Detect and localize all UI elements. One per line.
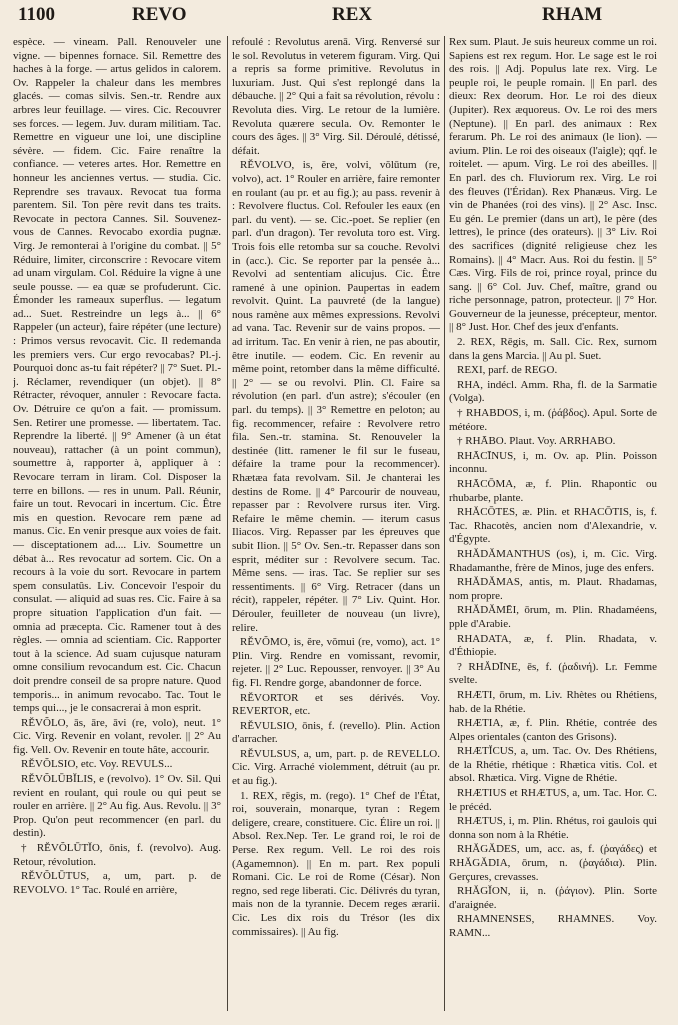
dictionary-entry: RHADATA, æ, f. Plin. Rhadata, v. d'Éthiopie. — [449, 632, 657, 659]
entry-text: refoulé : Revolutus arenā. Virg. Renversé sur le sol. Revolutus in veterem figuram. Virg. Qui a repris sa forme primitive. Revolutus in luxuriam. Just. Qui s'est replongé dans la débauche. || 2° Qui a fait sa révolution, révolu : Revoluta dies. Virg. Le retour de la lumière. Revoluta quærere secula. Ov. Remonter le cours des âges. || 3° Virg. Sil. Déroulé, détissé, défait. — [232, 36, 440, 157]
dictionary-entry: RĔVŎMO, is, ĕre, vŏmui (re, vomo), act. 1° Plin. Virg. Rendre en vomissant, revomir, rejeter. || 2° Luc. Repousser, renvoyer. || 3° Au fig. Fl. Rendre gorge, abandonner de force. — [232, 636, 440, 689]
dictionary-entry: RHÆTIA, æ, f. Plin. Rhétie, contrée des Alpes orientales (canton des Grisons). — [449, 717, 657, 743]
dictionary-entry: RĔVORTOR et ses dérivés. Voy. REVERTOR, etc. — [232, 691, 440, 718]
dictionary-entry: RĔVŎLO, ās, āre, āvi (re, volo), neut. 1° Cic. Virg. Revenir en volant, revoler. || 2° Au fig. Vell. Ov. Revenir en toute hâte, accourir. — [13, 716, 221, 756]
dictionary-entry: † RHĀBO. Plaut. Voy. ARRHABO. — [457, 435, 616, 448]
dictionary-entry: RHAMNENSES, RHAMNES. Voy. RAMN... — [449, 913, 657, 939]
dictionary-entry: RĔVULSIO, ōnis, f. (revello). Plin. Action d'arracher. — [232, 719, 440, 746]
dictionary-entry: RĔVŎLŪBĬLIS, e (revolvo). 1° Ov. Sil. Qui revient en roulant, qui roule ou qui peut se rouler en arrière. || 2° Au fig. Aus. Revolu. || 3° Prop. Qu'on peut recommencer (en parl. du destin). — [13, 773, 221, 840]
dictionary-entry: RHÆTI, ōrum, m. Liv. Rhètes ou Rhétiens, hab. de la Rhétie. — [449, 688, 657, 715]
column-2 — [232, 36, 440, 1011]
page-header — [14, 4, 664, 30]
left-guide-word: REVO — [132, 4, 187, 25]
dictionary-entry: RĔVŎLŪTUS, a, um, part. p. de REVOLVO. 1° Tac. Roulé en arrière, — [13, 870, 221, 896]
dictionary-entry: 2. REX, Rēgis, m. Sall. Cic. Rex, surnom dans la gens Marcia. || Au pl. Suet. — [449, 336, 657, 362]
dictionary-entry: RĔVOLVO, is, ĕre, volvi, vŏlūtum (re, volvo), act. 1° Rouler en arrière, faire remonter en roulant (au pr. et au fig.); au pass. revenir à : Revolvere fluctus. Col. Refouler les eaux (en parl. du vent). — se. Cic.-poet. Se replier (en parl. d'un dragon). Ter revoluta toro est. Virg. Trois fois elle retomba sur sa couche. Revolvi in (acc.). Cic. Se reporter par la pensée à... Revolvi ad sententiam alicujus. Cic. Être ramené à une opinion. Paupertas in eadem revolvit. Quint. La pauvreté (de la langue) nous ramène aux mêmes expressions. Revolvi ad vana. Tac. Revenir sur de vains propos. — ad irritum. Tac. En venir à rien, ne pas aboutir, être inutile. — eodem. Cic. En revenir au même point, retomber dans la même difficulté. || 2° — se ou revolvi. Plin. Cl. Faire sa révolution (en parl. d'un astre); s'écouler (en parl. du temps). || 3° Remettre en peloton; au fig. recommencer, refaire : Revolvere retro fila. Sen.-tr. stamina. St. Renouveler la destinée (litt. ramener le fil sur le fuseau, défaire la trame pour la recommencer). Rhætæa fata revolvam. Sil. Je chanterai les destins de Rome. || 4° Parcourir de nouveau, repasser par : Revolvere rursus iter. Virg. Refaire le même chemin. — iterum casus Iliacos. Virg. Repasser par les épreuves que subit Ilion. || 5° Ov. Sen.-tr. Repasser dans son esprit, méditer sur : Revolvere secum. Tac. Même sens. — iras. Tac. Se replier sur ses ressentiments. || 6° Virg. Retracer (dans un récit), rappeler, répéter. || 7° Liv. Quint. Hor. Dérouler, feuilleter de nouveau (un livre), relire. — [232, 159, 440, 634]
dictionary-entry: REXI, parf. de REGO. — [457, 364, 558, 377]
page-number: 1100 — [18, 4, 55, 25]
dictionary-entry: RHÆTĬCUS, a, um. Tac. Ov. Des Rhétiens, de la Rhétie, rhétique : Rhætica vitis. Col. et absol. Rhætica. Virg. Vigne de Rhétie. — [449, 745, 657, 785]
dictionary-entry: RHÆTIUS et RHÆTUS, a, um. Tac. Hor. C. le précéd. — [449, 787, 657, 813]
dictionary-entry: RHĂDĂMAS, antis, m. Plaut. Rhadamas, nom propre. — [449, 576, 657, 602]
right-guide-word: RHAM — [542, 4, 603, 25]
dictionary-entry: RHĀCŌMA, æ, f. Plin. Rhapontic ou rhubarbe, plante. — [449, 478, 657, 504]
dictionary-entry: RHĀCĪNUS, i, m. Ov. ap. Plin. Poisson inconnu. — [449, 449, 657, 476]
dictionary-entry: RĔVŎLSIO, etc. Voy. REVULS... — [21, 758, 173, 771]
dictionary-entry: RHĂDĂMĒI, ōrum, m. Plin. Rhadaméens, pple d'Arabie. — [449, 604, 657, 630]
dictionary-entry: † RĔVŎLŪTĬO, ōnis, f. (revolvo). Aug. Retour, révolution. — [13, 842, 221, 868]
column-3 — [449, 36, 657, 1011]
dictionary-entry: RHĂGĂDES, um, acc. as, f. (ῥαγάδες) et RHĂGĂDIA, ōrum, n. (ῥαγάδια). Plin. Gerçures, crevasses. — [449, 843, 657, 883]
dictionary-entry: ? RHĂDĪNE, ēs, f. (ῥαδινή). Lr. Femme svelte. — [449, 660, 657, 687]
column-1 — [13, 36, 221, 1011]
entry-text: espèce. — vineam. Pall. Renouveler une vigne. — bipennes fornace. Sil. Remettre des haches à la forge. — artus gelidos in calorem. Ov. Rappeler la chaleur dans les membres glacés. — comas silvis. Sen.-tr. Rendre aux arbres leur feuillage. — vires. Cic. Recouvrer ses forces. — legem. Juv. duram militiam. Tac. Remettre en vigueur une loi, une discipline sévère. — fidem. Cic. Faire renaître la confiance. — veteres artes. Hor. Remettre en honneur les anciennes vertus. — studia. Cic. Reprendre ses travaux. Revocat tua forma parentem. Sil. Ton père revit dans tes traits. Revocate in pectora Cannes. Sil. Souvenez-vous de Cannes. Revocabo exordia pugnæ. Virg. Je remonterai à l'origine du combat. || 5° Réduire, limiter, circonscrire : Revocare vitem ad unam virgulam. Col. Réduire la vigne à une seule pousse. — ea quæ se profuderunt. Cic. Émonder les rameaux superflus. — legatum ad... Suet. Restreindre un legs à... || 6° Rappeler (un acteur), faire répéter (une lecture) : Primos versus revocavit. Cic. Il redemanda les premiers vers. Cur ergo revocabas? Pl.-j. Pourquoi donc as-tu fait répéter? || 7° Suet. Pl.-j. Réclamer, revendiquer (un objet). || 8° Rétracter, révoquer, annuler : Revocare facta. Ov. Détruire ce qu'on a fait. — promissum. Sen. Retirer une promesse. — libertatem. Tac. Reprendre la liberté. || 9° Amener (à un état nouveau), rattacher (à un point commun), soumettre à, rapporter à, appliquer à : Revocare terram in liram. Col. Disposer la terre en billons. — res in unum. Pall. Réunir, faire un tout. Revocari in incertum. Cic. Être mis en question. Revocare rem pæne ad manus. Cic. En venir presque aux voies de fait. — disceptationem ad.... Liv. Soumettre un débat à... Res revocatur ad sortem. Cic. On a recours à la voie du sort. Revocare in partem spem consulatûs. Liv. Concevoir l'espoir du consulat. — aliquid ad suas res. Cic. Faire à sa propre situation l'application d'un fait. — omnia ad præcepta. Cic. Ramener tout à des règles. — omnia ad scientiam. Cic. Rapporter tout à la science. Ad suam cujusque naturam omne consilium revocandum est. Cic. Chacun doit prendre conseil de sa propre nature. Quod temporis... in animum revocabo. Tac. Tout le temps qui..., je le consacrerai à mon esprit. — [13, 36, 221, 715]
dictionary-entry: † RHABDOS, i, m. (ῥάβδος). Apul. Sorte de météore. — [449, 407, 657, 433]
dictionary-entry: RHA, indécl. Amm. Rha, fl. de la Sarmatie (Volga). — [449, 378, 657, 405]
dictionary-entry: RHĂCŌTES, æ. Plin. et RHACŌTIS, is, f. Tac. Rhacotès, ancien nom d'Alexandrie, v. d'Égypte. — [449, 506, 657, 546]
column-divider — [227, 36, 228, 1011]
dictionary-entry: 1. REX, rēgis, m. (rego). 1° Chef de l'État, roi, souverain, monarque, tyran : Regem deligere, creare, constituere. Cic. Élire un roi. || Absol. Rex.Nep. Ter. Le grand roi, le roi de Perse. Rex regum. Vell. Le roi des rois (Agamemnon). || En m. part. Rex populi Romani. Cic. Le roi de Rome (César). Non regno, sed rege liberati. Cic. Délivrés du tyran, mais non de la tyrannie. Decem reges ærarii. Cic. Les dix rois du Trésor (les dix commissaires). || Au fig. — [232, 789, 440, 938]
dictionary-entry: RHĂDĂMANTHUS (os), i, m. Cic. Virg. Rhadamanthe, frère de Minos, juge des enfers. — [449, 547, 657, 574]
dictionary-entry: RHĂGĬON, ii, n. (ῥάγιον). Plin. Sorte d'araignée. — [449, 885, 657, 911]
dictionary-entry: RĔVULSUS, a, um, part. p. de REVELLO. Cic. Virg. Arraché violemment, détruit (au pr. et au fig.). — [232, 747, 440, 788]
entry-text: Rex sum. Plaut. Je suis heureux comme un roi. Sapiens est rex regum. Hor. Le sage est le roi des rois. || Adj. Populus late rex. Virg. Le peuple roi, le peuple romain. || En parl. des dieux: Rex deorum. Hor. Le roi des dieux (Jupiter). Rex æquoreus. Ov. Le roi des mers (Neptune). || En parl. des animaux : Rex ferarum. Ph. Le roi des animaux (le lion). — avium. Plin. Le roi des oiseaux (l'aigle); qqf. le roitelet. — apum. Virg. Le roi des abeilles. || En parl. des ch. Fluviorum rex. Virg. Le roi des fleuves (l'Éridan). Rex Phanæus. Virg. Le vin de Phanées (roi des vins). || 2° Asc. Insc. Eu gén. Le premier (dans un art), le père (des lettres), le prince (des orateurs). || 3° Liv. Roi des sacrifices (dignité religieuse chez les Romains). || 4° Macr. Aus. Roi du festin. || 5° Cæs. Virg. Fils de roi, prince royal, prince du sang. || 6° Col. Juv. Chef, maître, grand ou riche personnage, patron, protecteur. || 7° Hor. Gouverneur de la jeunesse, précepteur, mentor. || 8° Just. Hor. Chef des jeux d'enfants. — [449, 36, 657, 334]
dictionary-entry: RHÆTUS, i, m. Plin. Rhétus, roi gaulois qui donna son nom à la Rhétie. — [449, 815, 657, 841]
middle-guide-word: REX — [332, 4, 373, 25]
column-divider — [444, 36, 445, 1011]
